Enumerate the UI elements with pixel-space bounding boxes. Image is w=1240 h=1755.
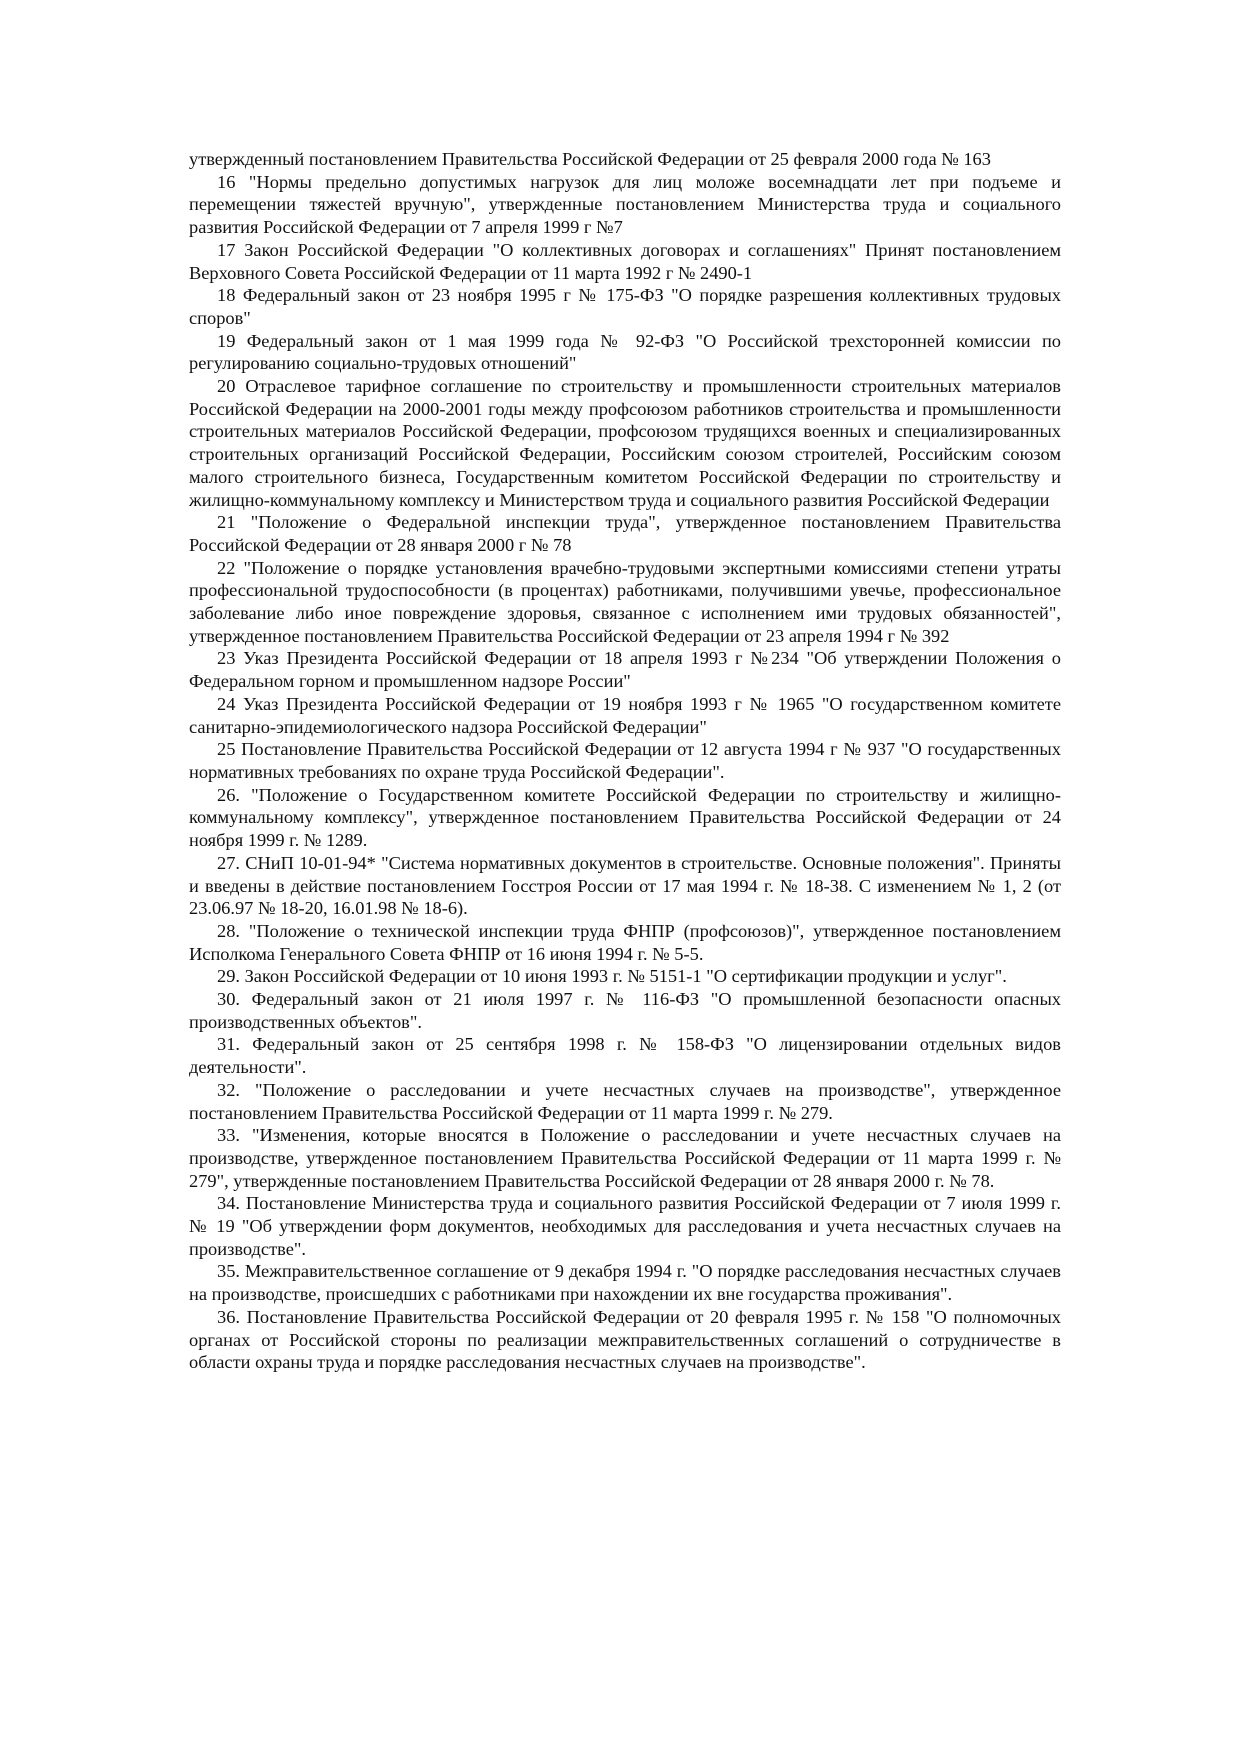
reference-item-29: 29. Закон Российской Федерации от 10 июня 1993 г. № 5151-1 "О сертификации продукции и услуг". xyxy=(217,966,1007,987)
reference-item-28: 28. "Положение о технической инспекции труда ФНПР (профсоюзов)", утвержденное постановлением Исполкома Генерального Совета ФНПР от 16 июня 1994 г. № 5-5. xyxy=(189,920,1061,964)
reference-item-17: 17 Закон Российской Федерации "О коллективных договорах и соглашениях" Принят постановлением Верховного Совета Российской Федерации от 11 марта 1992 г № 2490-1 xyxy=(189,239,1061,283)
reference-item-32: 32. "Положение о расследовании и учете несчастных случаев на производстве", утвержденное постановлением Правительства Российской Федерации от 11 марта 1999 г. № 279. xyxy=(189,1079,1061,1123)
reference-item-33: 33. "Изменения, которые вносятся в Положение о расследовании и учете несчастных случаев на производстве, утвержденное постановлением Правительства Российской Федерации от 11 марта 1999 г. № 279", утвержденные постановлением Правительства Российской Федерации от 28 января 2000 г. № 78. xyxy=(189,1125,1061,1191)
reference-item-35: 35. Межправительственное соглашение от 9 декабря 1994 г. "О порядке расследования несчастных случаев на производстве, происшедших с работниками при нахождении их вне государства проживания". xyxy=(189,1261,1061,1305)
reference-item-26: 26. "Положение о Государственном комитете Российской Федерации по строительству и жилищно-коммунальному комплексу", утвержденное постановлением Правительства Российской Федерации от 24 ноября 1999 г. № 1289. xyxy=(189,784,1061,851)
reference-item-16: 16 "Нормы предельно допустимых нагрузок для лиц моложе восемнадцати лет при подъеме и перемещении тяжестей вручную", утвержденные постановлением Министерства труда и социального развития Российской Федерации от 7 апреля 1999 г №7 xyxy=(189,171,1061,238)
reference-item-22: 22 "Положение о порядке установления врачебно-трудовыми экспертными комиссиями степени утраты профессиональной трудоспособности (в процентах) работниками, получившими увечье, профессиональное заболевание либо иное повреждение здоровья, связанное с исполнением ими трудовых обязанностей", утвержденное постановлением Правительства Российской Федерации от 23 апреля 1994 г № 392 xyxy=(189,557,1061,646)
reference-item-27: 27. СНиП 10-01-94* "Система нормативных документов в строительстве. Основные положения". Приняты и введены в действие постановлением Госстроя России от 17 мая 1994 г. № 18-38. С изменением № 1, 2 (от 23.06.97 № 18-20, 16.01.98 № 18-6). xyxy=(189,852,1061,919)
paragraph-continuation: утвержденный постановлением Правительства Российской Федерации от 25 февраля 2000 года № 163 xyxy=(189,149,991,169)
reference-item-24: 24 Указ Президента Российской Федерации от 19 ноября 1993 г № 1965 "О государственном комитете санитарно-эпидемиологического надзора Российской Федерации" xyxy=(189,693,1061,737)
reference-item-19: 19 Федеральный закон от 1 мая 1999 года № 92-ФЗ "О Российской трехсторонней комиссии по регулированию социально-трудовых отношений" xyxy=(189,330,1061,374)
reference-item-30: 30. Федеральный закон от 21 июля 1997 г. № 116-ФЗ "О промышленной безопасности опасных производственных объектов". xyxy=(189,989,1061,1032)
reference-item-34: 34. Постановление Министерства труда и социального развития Российской Федерации от 7 июля 1999 г. № 19 "Об утверждении форм документов, необходимых для расследования и учета несчастных случаев на производстве". xyxy=(189,1193,1061,1259)
reference-item-18: 18 Федеральный закон от 23 ноября 1995 г № 175-ФЗ "О порядке разрешения коллективных трудовых споров" xyxy=(189,285,1061,328)
reference-item-25: 25 Постановление Правительства Российской Федерации от 12 августа 1994 г № 937 "О государственных нормативных требованиях по охране труда Российской Федерации". xyxy=(189,739,1061,782)
reference-item-31: 31. Федеральный закон от 25 сентября 1998 г. № 158-ФЗ "О лицензировании отдельных видов деятельности". xyxy=(189,1034,1061,1078)
reference-item-20: 20 Отраслевое тарифное соглашение по строительству и промышленности строительных материалов Российской Федерации на 2000-2001 годы между профсоюзом работников строительства и промышленности строительных материалов Российской Федерации, профсоюзом трудящихся военных и специализированных строительных организаций Российской Федерации, Российским союзом строителей, Российским союзом малого строительного бизнеса, Государственным комитетом Российской Федерации по строительству и жилищно-коммунальному комплексу и Министерством труда и социального развития Российской Федерации xyxy=(189,376,1061,510)
reference-item-21: 21 "Положение о Федеральной инспекции труда", утвержденное постановлением Правительства Российской Федерации от 28 января 2000 г № 78 xyxy=(189,512,1061,555)
reference-item-23: 23 Указ Президента Российской Федерации от 18 апреля 1993 г №234 "Об утверждении Положения о Федеральном горном и промышленном надзоре России" xyxy=(189,648,1061,692)
reference-item-36: 36. Постановление Правительства Российской Федерации от 20 февраля 1995 г. № 158 "О полномочных органах от Российской стороны по реализации межправительственных соглашений о сотрудничестве в области охраны труда и порядке расследования несчастных случаев на производстве". xyxy=(189,1306,1061,1373)
document-page xyxy=(189,148,1061,1374)
